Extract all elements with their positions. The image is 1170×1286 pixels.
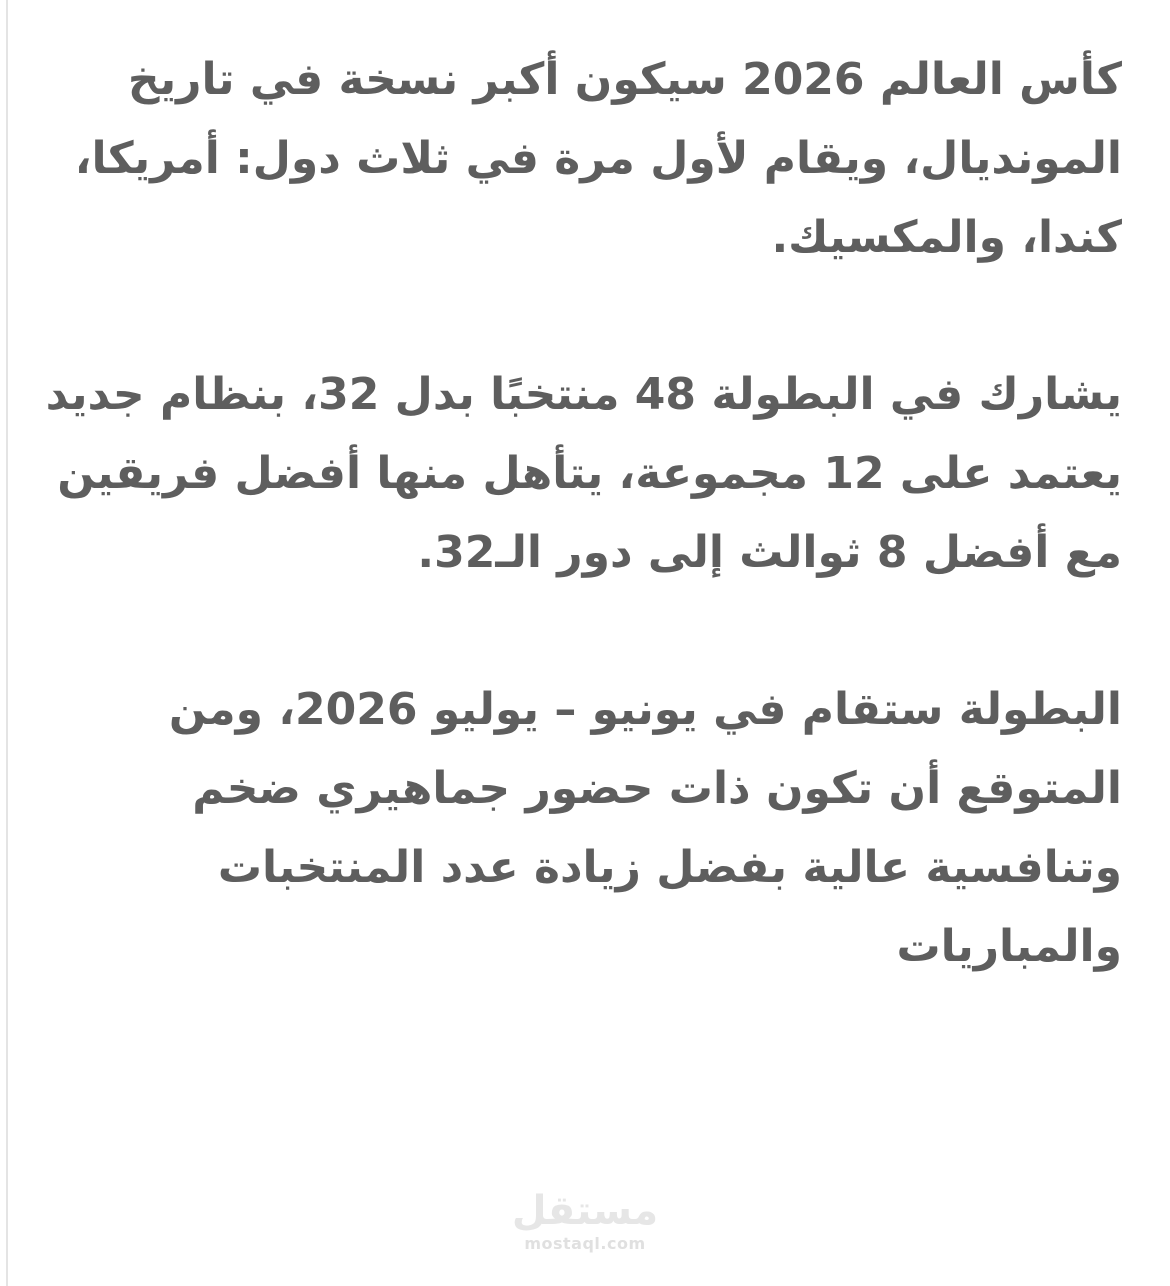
left-edge-divider — [6, 0, 8, 1286]
watermark-logo-arabic: مستقل — [511, 1188, 659, 1234]
mostaql-watermark — [500, 1188, 670, 1254]
article-body — [44, 40, 1122, 1064]
paragraph-tournament-dates: البطولة ستقام في يونيو – يوليو 2026، ومن المتوقع أن تكون ذات حضور جماهيري ضخم وتنافسية عالية بفضل زيادة عدد المنتخبات والمباريات — [168, 684, 1122, 972]
paragraph-tournament-format: يشارك في البطولة 48 منتخبًا بدل 32، بنظام جديد يعتمد على 12 مجموعة، يتأهل منها أفضل فريقين مع أفضل 8 ثوالث إلى دور الـ32. — [45, 369, 1122, 578]
watermark-logo-latin: mostaql.com — [524, 1234, 646, 1253]
paragraph-world-cup-intro: كأس العالم 2026 سيكون أكبر نسخة في تاريخ المونديال، ويقام لأول مرة في ثلاث دول: أمريكا، كندا، والمكسيك. — [74, 54, 1122, 263]
